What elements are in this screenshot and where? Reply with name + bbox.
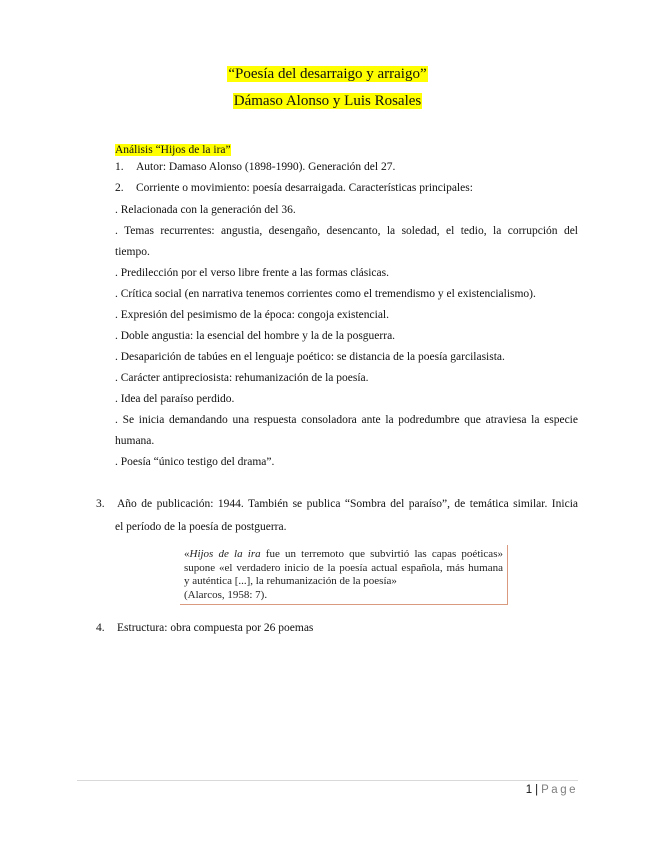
list-item-3-number: 3. [96,498,105,510]
quote-line-4: (Alarcos, 1958: 7). [184,588,268,601]
bullet-10-line-1: . Se inicia demandando una respuesta consoladora ante la podredumbre que atraviesa la especie [115,414,578,426]
page-number: 1 [525,784,533,796]
quote-line-3: y auténtica [...], la rehumanización de la poesía» [184,575,397,587]
quote-line-2: supone «el verdadero inicio de la poesía actual española, más humana [184,561,503,574]
footer-divider [77,780,578,781]
list-item-1-text: Autor: Damaso Alonso (1898-1990). Generación del 27. [136,161,396,173]
page-label: Page [541,784,578,796]
bullet-3: . Predilección por el verso libre frente a las formas clásicas. [115,267,389,279]
bullet-2-line-1: . Temas recurrentes: angustia, desengaño, desencanto, la soledad, el tedio, la corrupción del [115,225,578,237]
document-title-text: “Poesía del desarraigo y arraigo” [228,66,427,82]
bullet-5: . Expresión del pesimismo de la época: congoja existencial. [115,309,390,321]
bullet-2-line-2: tiempo. [115,246,150,258]
section-heading [115,143,231,157]
bullet-10-line-2: humana. [115,435,155,447]
bullet-4: . Crítica social (en narrativa tenemos corrientes como el tremendismo y el existencialismo). [115,288,536,300]
list-item-4-number: 4. [96,622,105,634]
list-item-2-number: 2. [115,182,124,194]
page-footer [526,783,578,797]
bullet-6: . Doble angustia: la esencial del hombre y la de la posguerra. [115,330,396,342]
quote-line-1 [184,548,503,562]
footer-separator: | [535,784,539,796]
list-item-1 [115,160,578,174]
list-item-1-number: 1. [115,161,124,173]
list-item-3-line-2: el período de la poesía de postguerra. [115,521,287,533]
section-heading-text: Análisis “Hijos de la ira” [115,144,231,156]
list-item-4-text: Estructura: obra compuesta por 26 poemas [117,622,314,634]
list-item-2 [115,181,578,195]
quote-book-title: Hijos de la ira [189,548,261,560]
list-item-2-text: Corriente o movimiento: poesía desarraigada. Características principales: [136,182,473,194]
citation-quote-box [180,545,508,605]
bullet-1: . Relacionada con la generación del 36. [115,204,296,216]
list-item-3-text: Año de publicación: 1944. También se publica “Sombra del paraíso”, de temática similar. Inicia [117,498,578,510]
bullet-7: . Desaparición de tabúes en el lenguaje poético: se distancia de la poesía garcilasista. [115,351,505,363]
list-item-3-line-1 [96,497,578,511]
bullet-11: . Poesía “único testigo del drama”. [115,456,275,468]
document-subtitle [0,91,655,111]
quote-open-mark: « [184,548,190,560]
bullet-9: . Idea del paraíso perdido. [115,393,235,405]
quote-line-1-rest: fue un terremoto que subvirtió las capas poéticas» [260,548,503,560]
list-item-4 [96,621,559,635]
document-subtitle-text: Dámaso Alonso y Luis Rosales [233,93,422,109]
document-title [0,64,655,84]
bullet-8: . Carácter antipreciosista: rehumanización de la poesía. [115,372,369,384]
